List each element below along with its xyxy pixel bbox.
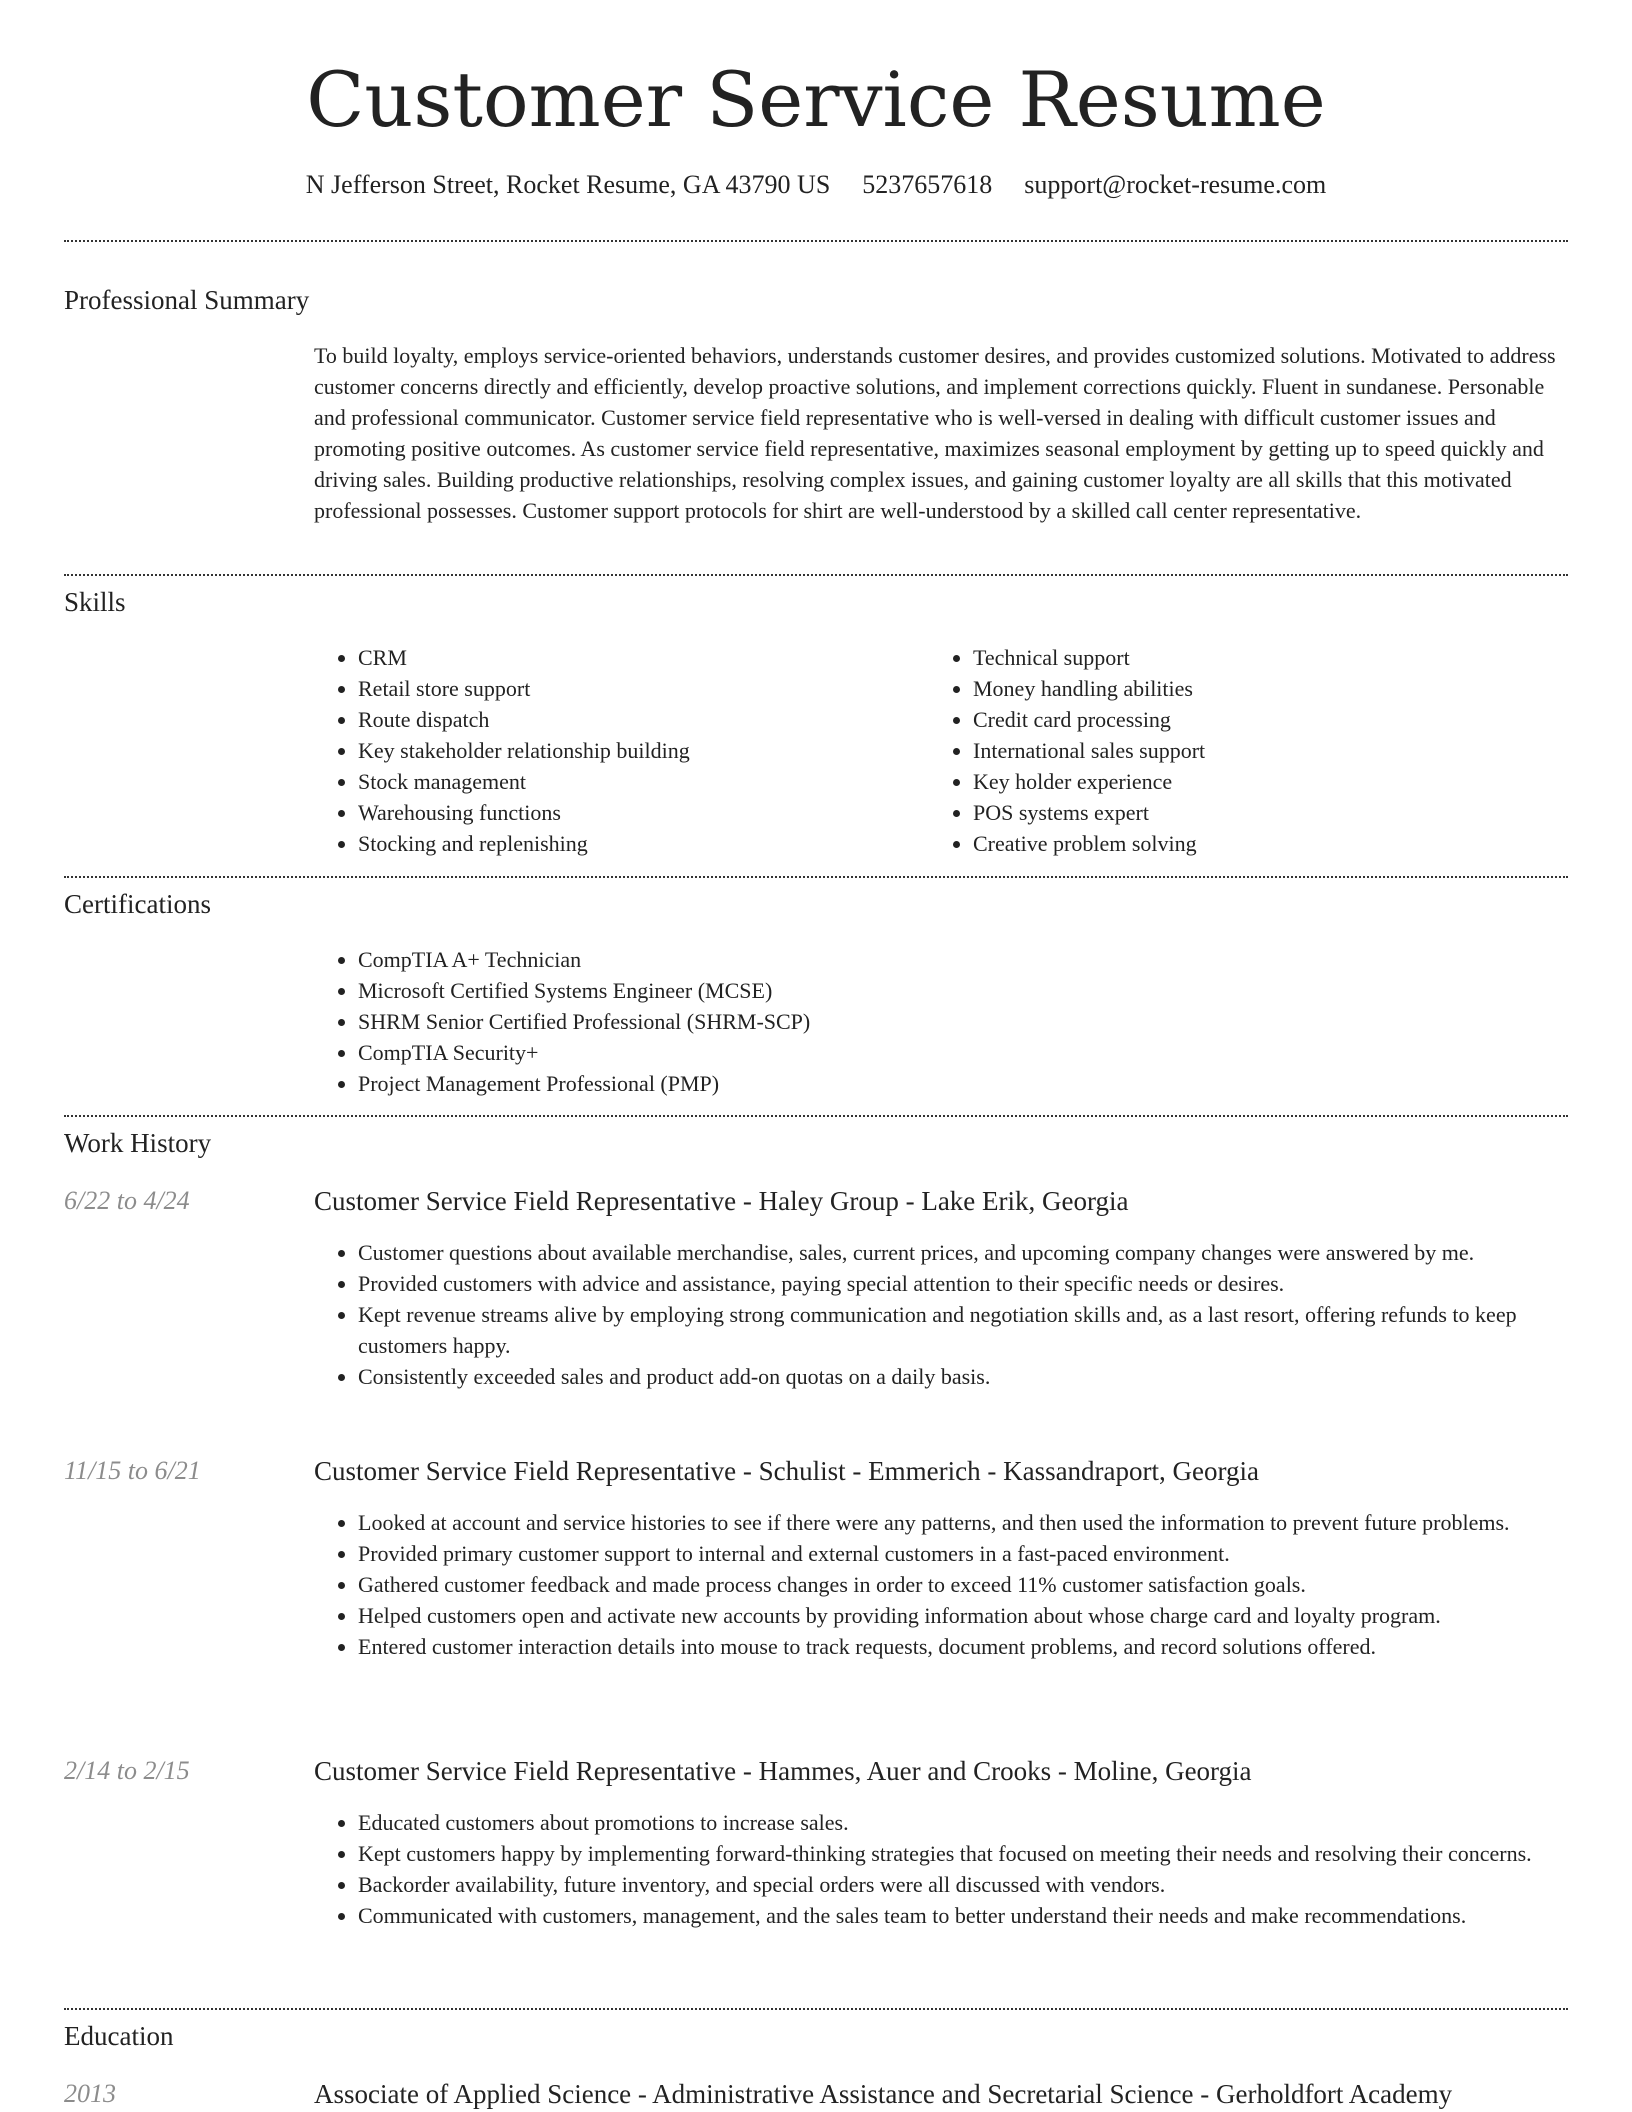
job-bullet: • Customer questions about available merchandise, sales, current prices, and upcoming company changes were answered by me. [358,1237,1568,1268]
skill-item: • Warehousing functions [358,797,929,828]
job-bullet: • Looked at account and service histories to see if there were any patterns, and then used the information to prevent future problems. [358,1507,1568,1538]
skill-item: • Key stakeholder relationship building [358,735,929,766]
divider-certifications [64,1115,1568,1117]
job-title: Customer Service Field Representative - Haley Group - Lake Erik, Georgia [314,1186,1129,1216]
job-bullet: • Kept revenue streams alive by employing strong communication and negotiation skills and, as a last resort, offering refunds to keep customers happy. [358,1299,1568,1361]
skill-item: • Key holder experience [973,766,1544,797]
section-title-education: Education [64,2021,174,2051]
job-bullets [314,1237,1568,1392]
contact-phone: 5237657618 [862,170,993,199]
job-bullet: • Provided customers with advice and assistance, paying special attention to their specific needs or desires. [358,1268,1568,1299]
job-bullet: • Gathered customer feedback and made process changes in order to exceed 11% customer satisfaction goals. [358,1569,1568,1600]
skill-item: • POS systems expert [973,797,1544,828]
divider-summary [64,574,1568,576]
education-title: Associate of Applied Science - Administrative Assistance and Secretarial Science - Gerholdfort Academy [314,2079,1453,2109]
summary-paragraph: To build loyalty, employs service-oriented behaviors, understands customer desires, and provides customized solutions. Motivated to address customer concerns directly and efficiently, develop proactive solutions, and implement corrections quickly. Fluent in sundanese. Personable and professional communicator. Customer service field representative who is well-versed in dealing with difficult customer issues and promoting positive outcomes. As customer service field representative, maximizes seasonal employment by getting up to speed quickly and driving sales. Building productive relationships, resolving complex issues, and gaining customer loyalty are all skills that this motivated professional possesses. Customer support protocols for shirt are well-understood by a skilled call center representative. [314,343,1556,523]
skill-item: • Stock management [358,766,929,797]
job-bullet: • Consistently exceeded sales and product add-on quotas on a daily basis. [358,1361,1568,1392]
skills-column-right [929,642,1544,859]
job-date: 11/15 to 6/21 [64,1456,201,1485]
skill-item: • Retail store support [358,673,929,704]
job-bullet: • Educated customers about promotions to increase sales. [358,1807,1568,1838]
skill-item: • Route dispatch [358,704,929,735]
education-date: 2013 [64,2079,116,2108]
resume-title: Customer Service Resume [306,55,1326,144]
job-title: Customer Service Field Representative - Schulist - Emmerich - Kassandraport, Georgia [314,1456,1259,1486]
job-bullet: • Backorder availability, future inventory, and special orders were all discussed with vendors. [358,1869,1568,1900]
certification-item: • SHRM Senior Certified Professional (SHRM-SCP) [358,1006,1568,1037]
skill-item: • CRM [358,642,929,673]
job-bullets [314,1807,1568,1931]
divider-skills [64,876,1568,878]
contact-email: support@rocket-resume.com [1024,170,1327,199]
resume-page [64,0,1568,200]
skill-item: • Stocking and replenishing [358,828,929,859]
job-bullet: • Communicated with customers, management, and the sales team to better understand their needs and make recommendations. [358,1900,1568,1931]
job-date: 2/14 to 2/15 [64,1756,190,1785]
job-title: Customer Service Field Representative - Hammes, Auer and Crooks - Moline, Georgia [314,1756,1252,1786]
skill-item: • Money handling abilities [973,673,1544,704]
contact-line [64,170,1568,200]
skill-item: • International sales support [973,735,1544,766]
certification-item: • Project Management Professional (PMP) [358,1068,1568,1099]
section-title-skills: Skills [64,587,126,617]
job-bullet: • Helped customers open and activate new accounts by providing information about whose charge card and loyalty program. [358,1600,1568,1631]
job-bullet: • Provided primary customer support to internal and external customers in a fast-paced environment. [358,1538,1568,1569]
job-bullet: • Kept customers happy by implementing forward-thinking strategies that focused on meeting their needs and resolving their concerns. [358,1838,1568,1869]
certification-item: • CompTIA Security+ [358,1037,1568,1068]
divider-work-history [64,2008,1568,2010]
job-bullet: • Entered customer interaction details into mouse to track requests, document problems, and record solutions offered. [358,1631,1568,1662]
certification-item: • CompTIA A+ Technician [358,944,1568,975]
skill-item: • Technical support [973,642,1544,673]
job-date: 6/22 to 4/24 [64,1186,190,1215]
divider-header [64,240,1568,242]
certifications-list [314,944,1568,1099]
section-title-work-history: Work History [64,1128,212,1158]
skill-item: • Creative problem solving [973,828,1544,859]
contact-address: N Jefferson Street, Rocket Resume, GA 43790 US [305,170,831,199]
skills-column-left [314,642,929,859]
section-title-summary: Professional Summary [64,285,310,315]
skill-item: • Credit card processing [973,704,1544,735]
skills-list [314,642,1568,859]
job-bullets [314,1507,1568,1662]
summary-text [314,340,1568,526]
certification-item: • Microsoft Certified Systems Engineer (MCSE) [358,975,1568,1006]
section-title-certifications: Certifications [64,889,211,919]
